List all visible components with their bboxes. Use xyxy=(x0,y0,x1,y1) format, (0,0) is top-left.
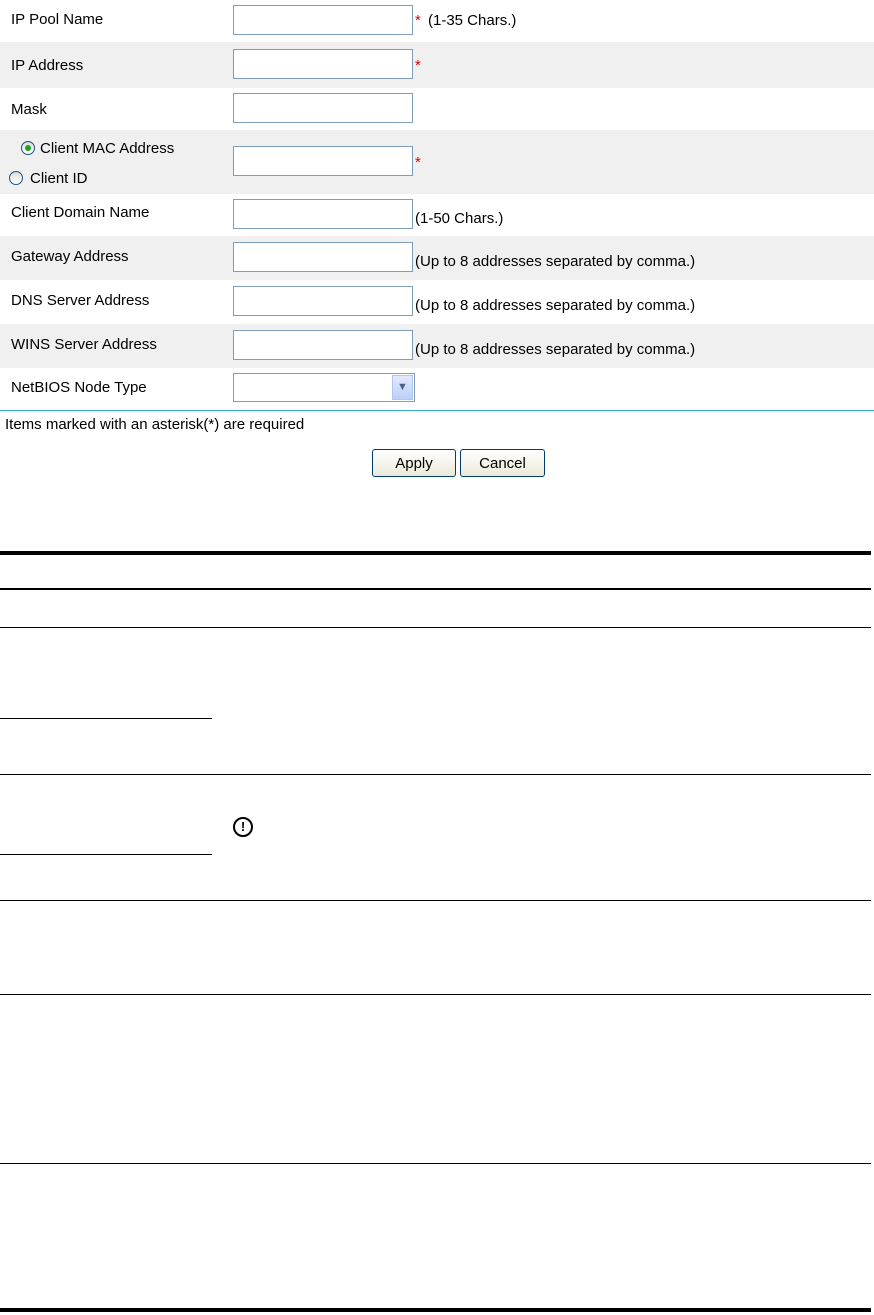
table-row-rule xyxy=(0,627,871,628)
dns-server-address-input[interactable] xyxy=(233,286,413,316)
row-ip-pool-name xyxy=(0,0,874,42)
row-ip-address xyxy=(0,42,874,88)
row-wins-server-address xyxy=(0,324,874,368)
row-gateway-address xyxy=(0,236,874,280)
table-header-rule xyxy=(0,588,871,590)
ip-pool-name-hint: (1-35 Chars.) xyxy=(428,12,517,29)
mask-input[interactable] xyxy=(233,93,413,123)
required-note: Items marked with an asterisk(*) are required xyxy=(5,416,305,433)
ip-pool-name-input[interactable] xyxy=(233,5,413,35)
wins-server-address-hint: (Up to 8 addresses separated by comma.) xyxy=(415,341,696,358)
client-identifier-input[interactable] xyxy=(233,146,413,176)
form-divider xyxy=(0,410,874,411)
table-row-rule xyxy=(0,994,871,995)
wins-server-address-input[interactable] xyxy=(233,330,413,360)
row-client-domain-name xyxy=(0,194,874,236)
row-mask xyxy=(0,88,874,130)
client-domain-name-hint: (1-50 Chars.) xyxy=(415,210,504,227)
client-mac-address-label[interactable]: Client MAC Address xyxy=(40,140,175,157)
table-bottom-rule xyxy=(0,1308,871,1312)
row-dns-server-address xyxy=(0,280,874,324)
table-subrow-rule xyxy=(0,718,212,719)
dns-server-address-label: DNS Server Address xyxy=(11,292,150,309)
netbios-node-type-select[interactable] xyxy=(233,373,415,402)
mask-label: Mask xyxy=(11,101,47,118)
row-client-identifier xyxy=(0,130,874,194)
ip-pool-name-label: IP Pool Name xyxy=(11,11,104,28)
table-row-rule xyxy=(0,774,871,775)
client-domain-name-label: Client Domain Name xyxy=(11,204,150,221)
apply-button[interactable]: Apply xyxy=(372,449,456,477)
gateway-address-input[interactable] xyxy=(233,242,413,272)
required-marker: * xyxy=(415,154,421,171)
table-row-rule xyxy=(0,900,871,901)
required-marker: * xyxy=(415,57,421,74)
row-netbios-node-type xyxy=(0,368,874,410)
chevron-down-icon[interactable]: ▼ xyxy=(392,375,413,400)
client-domain-name-input[interactable] xyxy=(233,199,413,229)
table-subrow-rule xyxy=(0,854,212,855)
gateway-address-hint: (Up to 8 addresses separated by comma.) xyxy=(415,253,696,270)
client-mac-address-radio[interactable] xyxy=(21,141,35,155)
dns-server-address-hint: (Up to 8 addresses separated by comma.) xyxy=(415,297,696,314)
table-top-rule xyxy=(0,551,871,555)
netbios-node-type-label: NetBIOS Node Type xyxy=(11,379,147,396)
exclamation-circle-icon: ! xyxy=(233,817,253,837)
gateway-address-label: Gateway Address xyxy=(11,248,129,265)
ip-address-input[interactable] xyxy=(233,49,413,79)
client-id-label[interactable]: Client ID xyxy=(30,170,88,187)
ip-address-label: IP Address xyxy=(11,57,84,74)
table-row-rule xyxy=(0,1163,871,1164)
client-id-radio[interactable] xyxy=(9,171,23,185)
required-marker: * xyxy=(415,12,421,29)
cancel-button[interactable]: Cancel xyxy=(460,449,545,477)
wins-server-address-label: WINS Server Address xyxy=(11,336,157,353)
